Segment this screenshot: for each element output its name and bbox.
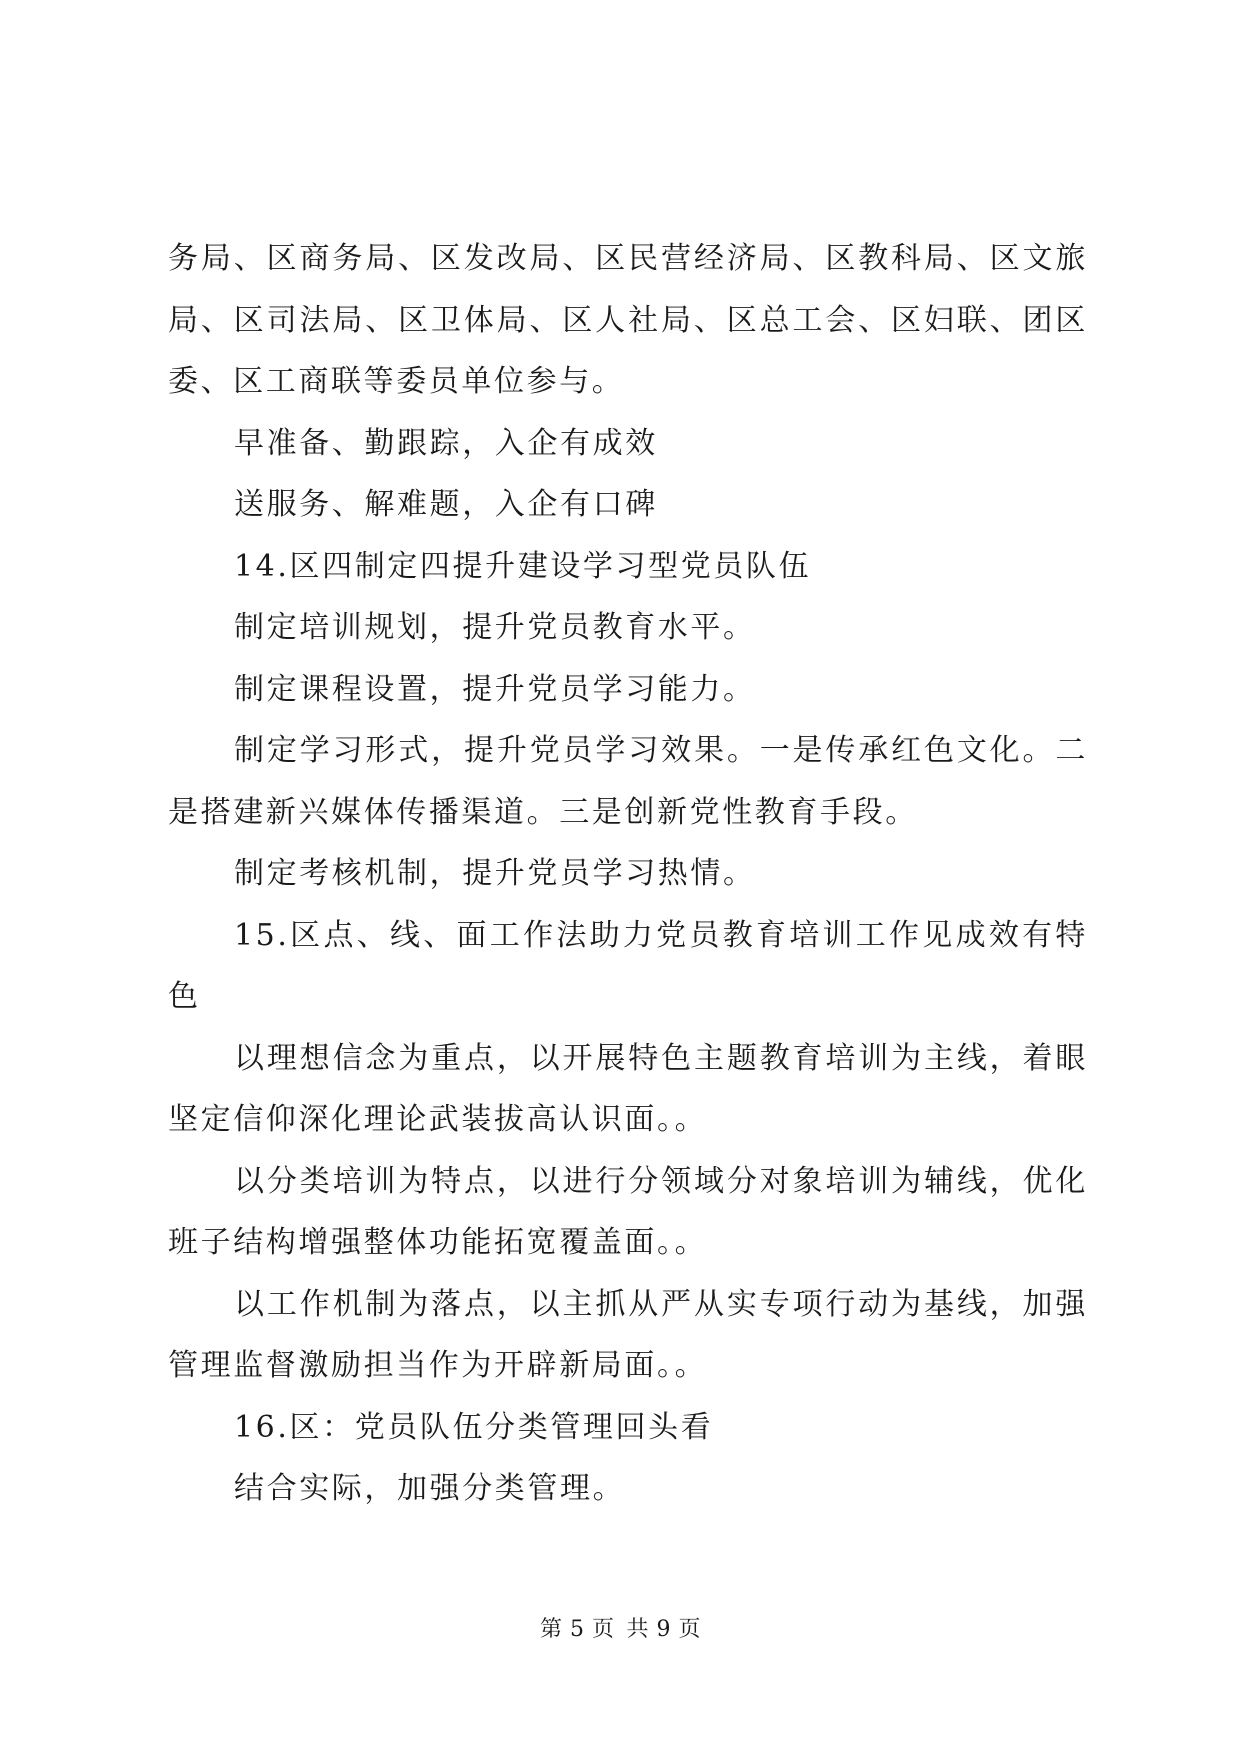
page-total: 共 9 页	[626, 1617, 701, 1642]
paragraph: 送服务、解难题，入企有口碑	[234, 487, 658, 522]
page-footer	[0, 1612, 1241, 1643]
paragraph: 制定课程设置，提升党员学习能力。	[234, 671, 756, 707]
document-body	[168, 228, 1088, 1520]
section-heading: 14.区四制定四提升建设学习型党员队伍	[234, 548, 812, 584]
paragraph: 以工作机制为落点，以主抓从严从实专项行动为基线，加强管理监督激励担当作为开辟新局面。。	[168, 1286, 1088, 1383]
paragraph: 以理想信念为重点，以开展特色主题教育培训为主线，着眼坚定信仰深化理论武装拔高认识面。。	[168, 1040, 1088, 1137]
paragraph: 早准备、勤跟踪，入企有成效	[234, 425, 658, 461]
page-number: 第 5 页	[540, 1617, 615, 1642]
paragraph: 制定考核机制，提升党员学习热情。	[234, 856, 756, 891]
paragraph: 务局、区商务局、区发改局、区民营经济局、区教科局、区文旅局、区司法局、区卫体局、区人社局、区总工会、区妇联、团区委、区工商联等委员单位参与。	[168, 241, 1088, 399]
paragraph: 以分类培训为特点，以进行分领域分对象培训为辅线，优化班子结构增强整体功能拓宽覆盖面。。	[168, 1163, 1088, 1260]
paragraph: 结合实际，加强分类管理。	[234, 1471, 626, 1506]
paragraph: 制定培训规划，提升党员教育水平。	[234, 610, 756, 645]
section-heading: 15.区点、线、面工作法助力党员教育培训工作见成效有特色	[168, 917, 1088, 1014]
paragraph: 制定学习形式，提升党员学习效果。一是传承红色文化。二是搭建新兴媒体传播渠道。三是创新党性教育手段。	[168, 733, 1088, 830]
section-heading: 16.区：党员队伍分类管理回头看	[234, 1409, 714, 1445]
